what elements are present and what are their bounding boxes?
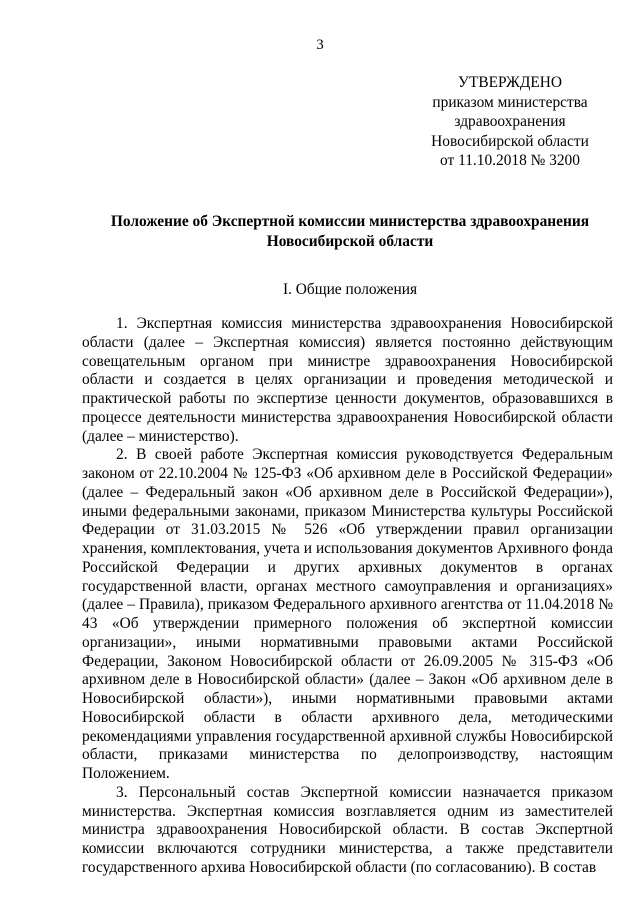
document-title	[60, 212, 640, 251]
paragraph: 3. Персональный состав Экспертной комиссии назначается приказом министерства. Экспертная комиссия возглавляется одним из заместителей министра здравоохранения Новосибирской области. В состав Экспертной комиссии включаются сотрудники министерства, а также представители государственного архива Новосибирской области (по согласованию). В состав	[82, 783, 613, 876]
approval-line: УТВЕРЖДЕНО	[458, 74, 562, 91]
paragraph: 2. В своей работе Экспертная комиссия руководствуется Федеральным законом от 22.10.2004 № 125-ФЗ «Об архивном деле в Российской Федерации» (далее – Федеральный закон «Об архивном деле в Российской Федерации»), иными федеральными законами, приказом Министерства культуры Российской Федерации от 31.03.2015 № 526 «Об утверждении правил организации хранения, комплектования, учета и использования документов Архивного фонда Российской Федерации и других архивных документов в органах государственной власти, органах местного самоуправления и организациях» (далее – Правила), приказом Федерального архивного агентства от 11.04.2018 № 43 «Об утверждении примерного положения об экспертной комиссии организации», иными нормативными правовыми актами Российской Федерации, Законом Новосибирской области от 26.09.2005 № 315-ФЗ «Об архивном деле в Новосибирской области» (далее – Закон «Об архивном деле в Новосибирской области»), иными нормативными правовыми актами Новосибирской области в области архивного дела, методическими рекомендациями управления государственной архивной службы Новосибирской области, приказами министерства по делопроизводству, настоящим Положением.	[82, 446, 613, 782]
approval-line: приказом министерства	[432, 93, 588, 111]
approval-line: от 11.10.2018 № 3200	[440, 152, 580, 169]
approval-line: Новосибирской области	[431, 132, 589, 150]
document-title-line: Положение об Экспертной комиссии министерства здравоохранения	[110, 213, 590, 230]
paragraph: 1. Экспертная комиссия министерства здравоохранения Новосибирской области (далее – Экспертная комиссия) является постоянно действующим совещательным органом при министре здравоохранения Новосибирской области и создается в целях организации и проведения методической и практической работы по экспертизе ценности документов, образовавшихся в процессе деятельности министерства здравоохранения Новосибирской области (далее – министерство).	[82, 315, 613, 445]
document-title-line: Новосибирской области	[266, 232, 434, 250]
section-heading: I. Общие положения	[282, 281, 418, 298]
body-text	[82, 315, 613, 878]
approval-stamp	[412, 73, 608, 171]
page-number: 3	[316, 37, 324, 53]
approval-line: здравоохранения	[454, 113, 566, 130]
